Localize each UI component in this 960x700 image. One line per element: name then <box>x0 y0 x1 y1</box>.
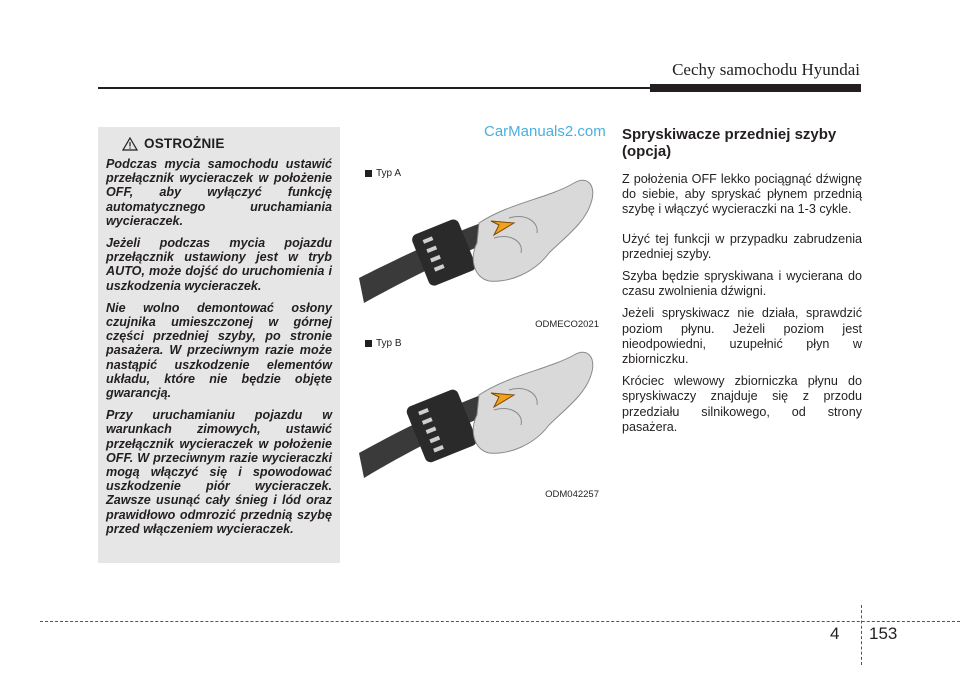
wiper-lever-illustration <box>359 163 601 333</box>
caution-box <box>98 127 340 563</box>
figure-label-text: Typ B <box>376 338 402 349</box>
figure-code: ODMECO2021 <box>535 319 599 330</box>
footer-divider <box>861 605 862 665</box>
figure-label <box>365 168 401 179</box>
bullet-square-icon <box>365 340 372 347</box>
header-bar <box>650 84 861 92</box>
watermark-link[interactable]: CarManuals2.com <box>484 123 606 140</box>
footer-rule <box>40 621 960 622</box>
chapter-number: 4 <box>830 624 840 643</box>
figure-code: ODM042257 <box>545 489 599 500</box>
section-body <box>622 172 862 442</box>
body-paragraph: Użyć tej funkcji w przypadku zabrudzenia przedniej szyby. <box>622 231 862 261</box>
caution-paragraph: Jeżeli podczas mycia pojazdu przełącznik ustawiony jest w tryb AUTO, może dojść do uruchomienia i uszkodzenia wycieraczek. <box>106 236 332 293</box>
body-paragraph: Szyba będzie spryskiwana i wycierana do czasu zwolnienia dźwigni. <box>622 269 862 299</box>
bullet-square-icon <box>365 170 372 177</box>
caution-paragraph: Podczas mycia samochodu ustawić przełącznik wycieraczek w położenie OFF, aby wyłączyć funkcję automatycznego uruchamiania wycieraczek. <box>106 157 332 228</box>
page-number: 153 <box>869 624 898 643</box>
figure-type-b <box>359 333 601 503</box>
body-paragraph: Z położenia OFF lekko pociągnąć dźwignę do siebie, aby spryskać płynem przednią szybę i włączyć wycieraczki na 1-3 cykle. <box>622 172 862 217</box>
body-paragraph: Jeżeli spryskiwacz nie działa, sprawdzić poziom płynu. Jeżeli poziom jest nieodpowiedni, uzupełnić płyn w zbiorniczku. <box>622 306 862 367</box>
caution-header <box>122 136 332 151</box>
header-title: Cechy samochodu Hyundai <box>672 60 860 79</box>
figure-label <box>365 338 402 349</box>
figure-label-text: Typ A <box>376 168 402 179</box>
caution-title: OSTROŻNIE <box>144 136 225 151</box>
caution-paragraph: Przy uruchamianiu pojazdu w warunkach zimowych, ustawić przełącznik wycieraczek w położenie OFF. W przeciwnym razie wycieraczki mogą włączyć się i spowodować uszkodzenie piór wycieraczek. Zawsze usunąć cały śnieg i lód oraz prawidłowo odmrozić przednią szybę przed włączeniem wycieraczek. <box>106 408 332 536</box>
warning-triangle-icon <box>122 137 138 151</box>
caution-paragraph: Nie wolno demontować osłony czujnika umieszczonej w górnej części przedniej szyby, po stronie pasażera. W przeciwnym razie może nastąpić uszkodzenie elementów układu, które nie będzie objęte gwarancją. <box>106 300 332 401</box>
figure-type-a <box>359 163 601 333</box>
body-paragraph: Króciec wlewowy zbiorniczka płynu do spryskiwaczy znajduje się z przodu przedziału silnikowego, od strony pasażera. <box>622 374 862 434</box>
section-title: Spryskiwacze przedniej szyby (opcja) <box>622 126 837 160</box>
wiper-lever-illustration <box>359 333 601 503</box>
